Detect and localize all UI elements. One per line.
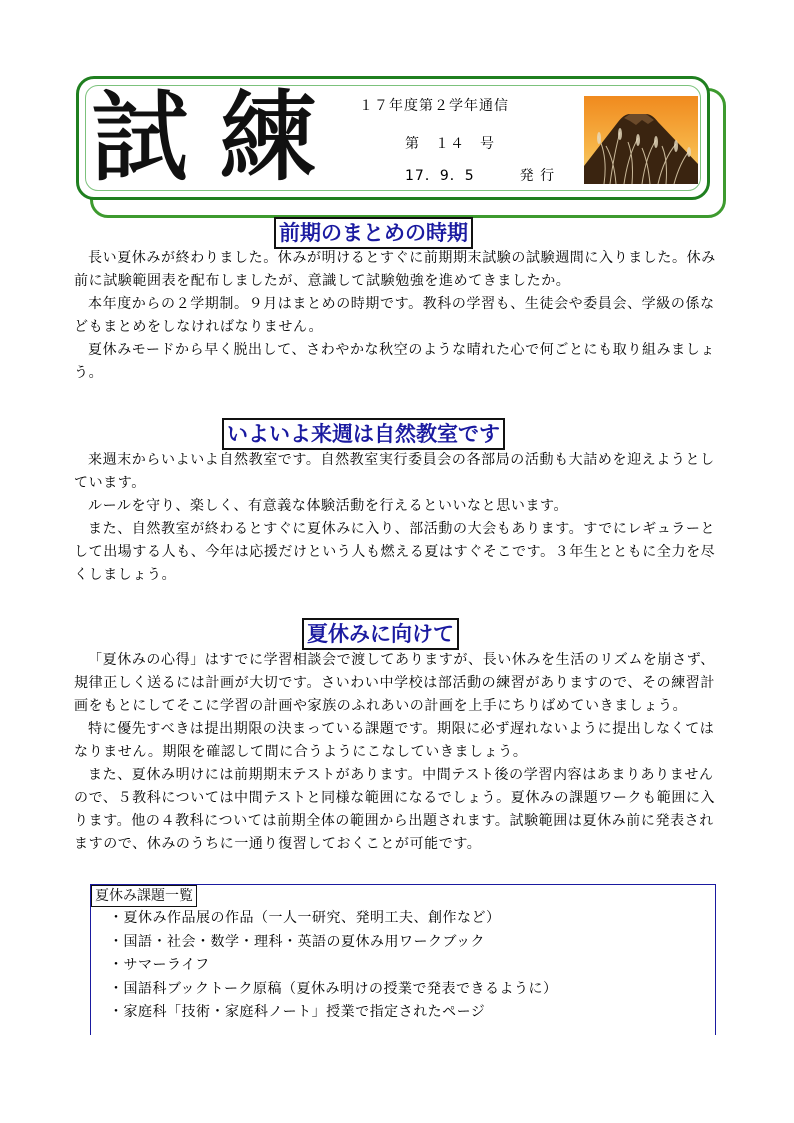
homework-list-box <box>90 884 716 1035</box>
title-char-2: 練 <box>219 81 318 195</box>
list-item: ・国語・社会・数学・理科・英語の夏休み用ワークブック <box>109 933 486 950</box>
list-item: ・家庭科「技術・家庭科ノート」授業で指定されたページ <box>109 1004 486 1020</box>
title-char-1: 試 <box>91 81 190 195</box>
section-body-nature-school <box>74 449 722 587</box>
homework-list-title: 夏休み課題一覧 <box>91 885 197 907</box>
section-title-summer-break: 夏休みに向けて <box>302 618 459 650</box>
paragraph: また、夏休み明けには前期期末テストがあります。中間テスト後の学習内容はあまりありませんので、５教科については中間テストと同様な範囲になるでしょう。夏休みの課題ワークも範囲に入ります。他の４教科については前期全体の範囲から出題されます。試験範囲は夏休み前に発表されますので、休みのうちに一通り復習しておくことが可能です。 <box>74 767 716 852</box>
section-body-term-wrapup <box>74 247 722 385</box>
paragraph: 特に優先すべきは提出期限の決まっている課題です。期限に必ず遅れないように提出しなくてはなりません。期限を確認して間に合うようにこなしていきましょう。 <box>74 721 715 760</box>
section-title-term-wrapup: 前期のまとめの時期 <box>274 217 473 249</box>
section-title-nature-school: いよいよ来週は自然教室です <box>222 418 505 450</box>
paragraph: また、自然教室が終わるとすぐに夏休みに入り、部活動の大会もあります。すでにレギュラーとして出場する人も、今年は応援だけという人も燃える夏はすぐそこです。３年生とともに全力を尽くしましょう。 <box>74 521 716 583</box>
issue-number: 第 １４ 号 <box>405 136 495 152</box>
list-item: ・サマーライフ <box>109 957 210 973</box>
list-item: ・夏休み作品展の作品（一人一研究、発明工夫、創作など） <box>109 910 501 926</box>
paragraph: 長い夏休みが終わりました。休みが明けるとすぐに前期期末試験の試験週間に入りました。休み前に試験範囲表を配布しましたが、意識して試験勉強を進めてきましたか。 <box>74 250 716 289</box>
paragraph: 夏休みモードから早く脱出して、さわやかな秋空のような晴れた心で何ごとにも取り組みましょう。 <box>74 342 715 381</box>
issue-date: 17．9．5 発 行 <box>405 168 556 184</box>
section-body-summer-break <box>74 649 722 856</box>
paragraph: 「夏休みの心得」はすでに学習相談会で渡してありますが、長い休みを生活のリズムを崩さず、規律正しく送るには計画が大切です。さいわい中学校は部活動の練習がありますので、その練習計画をもとにしてそこに学習の計画や家族のふれあいの計画を上手にちりばめていきましょう。 <box>74 652 715 714</box>
homework-list <box>109 907 558 1025</box>
paragraph: 来週末からいよいよ自然教室です。自然教室実行委員会の各部局の活動も大詰めを迎えようとしています。 <box>74 452 715 491</box>
paragraph: 本年度からの２学期制。９月はまとめの時期です。教科の学習も、生徒会や委員会、学級の係などもまとめをしなければなりません。 <box>74 296 715 335</box>
list-item: ・国語科ブックトーク原稿（夏休み明けの授業で発表できるように） <box>109 980 558 997</box>
fuji-illustration <box>584 96 698 184</box>
newsletter-series: １７年度第２学年通信 <box>359 98 509 114</box>
paragraph: ルールを守り、楽しく、有意義な体験活動を行えるといいなと思います。 <box>88 498 569 514</box>
